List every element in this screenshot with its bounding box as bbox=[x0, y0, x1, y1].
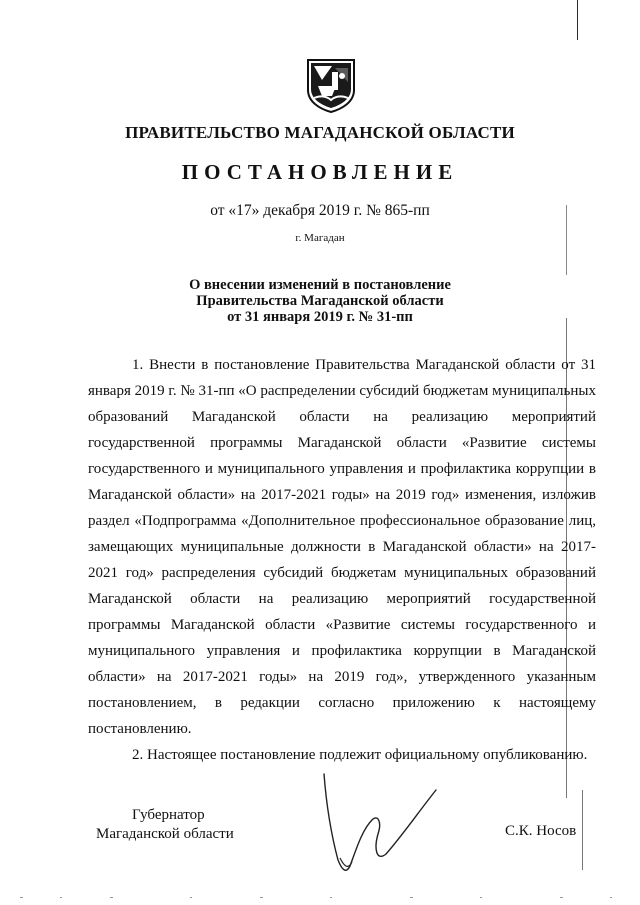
subject-line: от 31 января 2019 г. № 31-пп bbox=[227, 309, 413, 325]
signatory-position-line: Губернатор bbox=[132, 807, 205, 823]
signatory-position-line: Магаданской области bbox=[96, 826, 234, 842]
scan-artifact-dots bbox=[0, 895, 640, 901]
signatory-position bbox=[96, 806, 234, 844]
body-paragraph-1: 1. Внести в постановление Правительства Магаданской области от 31 января 2019 г. № 31-пп «О распределении субсидий бюджетам муниципальных образований Магаданской области на реализацию мероприятий государственной программы Магаданской области «Развитие системы государственного и муниципального управления и профилактика коррупции в Магаданской области» на 2017-2021 годы» на 2019 год» изменения, изложив раздел «Подпрограмма «Дополнительное профессиональное образование лиц, замещающих муниципальные должности в Магаданской области» на 2017-2021 год» распределения субсидий бюджетам муниципальных образований Магаданской области на реализацию мероприятий государственной программы Магаданской области «Развитие системы государственного и муниципального управления и профилактика коррупции в Магаданской области» на 2017-2021 годы» на 2019 год», утвержденного указанным постановлением, в редакции согласно приложению к настоящему постановлению. bbox=[88, 357, 596, 737]
document-city: г. Магадан bbox=[295, 232, 345, 244]
document-body bbox=[88, 352, 596, 768]
scan-artifact-line bbox=[577, 0, 578, 40]
handwritten-signature bbox=[316, 770, 446, 880]
body-paragraph-2: 2. Настоящее постановление подлежит официальному опубликованию. bbox=[132, 747, 588, 763]
document-type-title: ПОСТАНОВЛЕНИЕ bbox=[181, 160, 459, 184]
subject-line: О внесении изменений в постановление bbox=[189, 277, 451, 293]
scan-artifact-line bbox=[582, 790, 583, 870]
document-date-number: от «17» декабря 2019 г. № 865-пп bbox=[210, 202, 430, 219]
signatory-name: С.К. Носов bbox=[505, 823, 577, 839]
coat-of-arms-icon bbox=[302, 56, 360, 114]
subject-line: Правительства Магаданской области bbox=[196, 293, 444, 309]
organization-title: ПРАВИТЕЛЬСТВО МАГАДАНСКОЙ ОБЛАСТИ bbox=[125, 123, 515, 142]
document-subject bbox=[0, 277, 640, 325]
